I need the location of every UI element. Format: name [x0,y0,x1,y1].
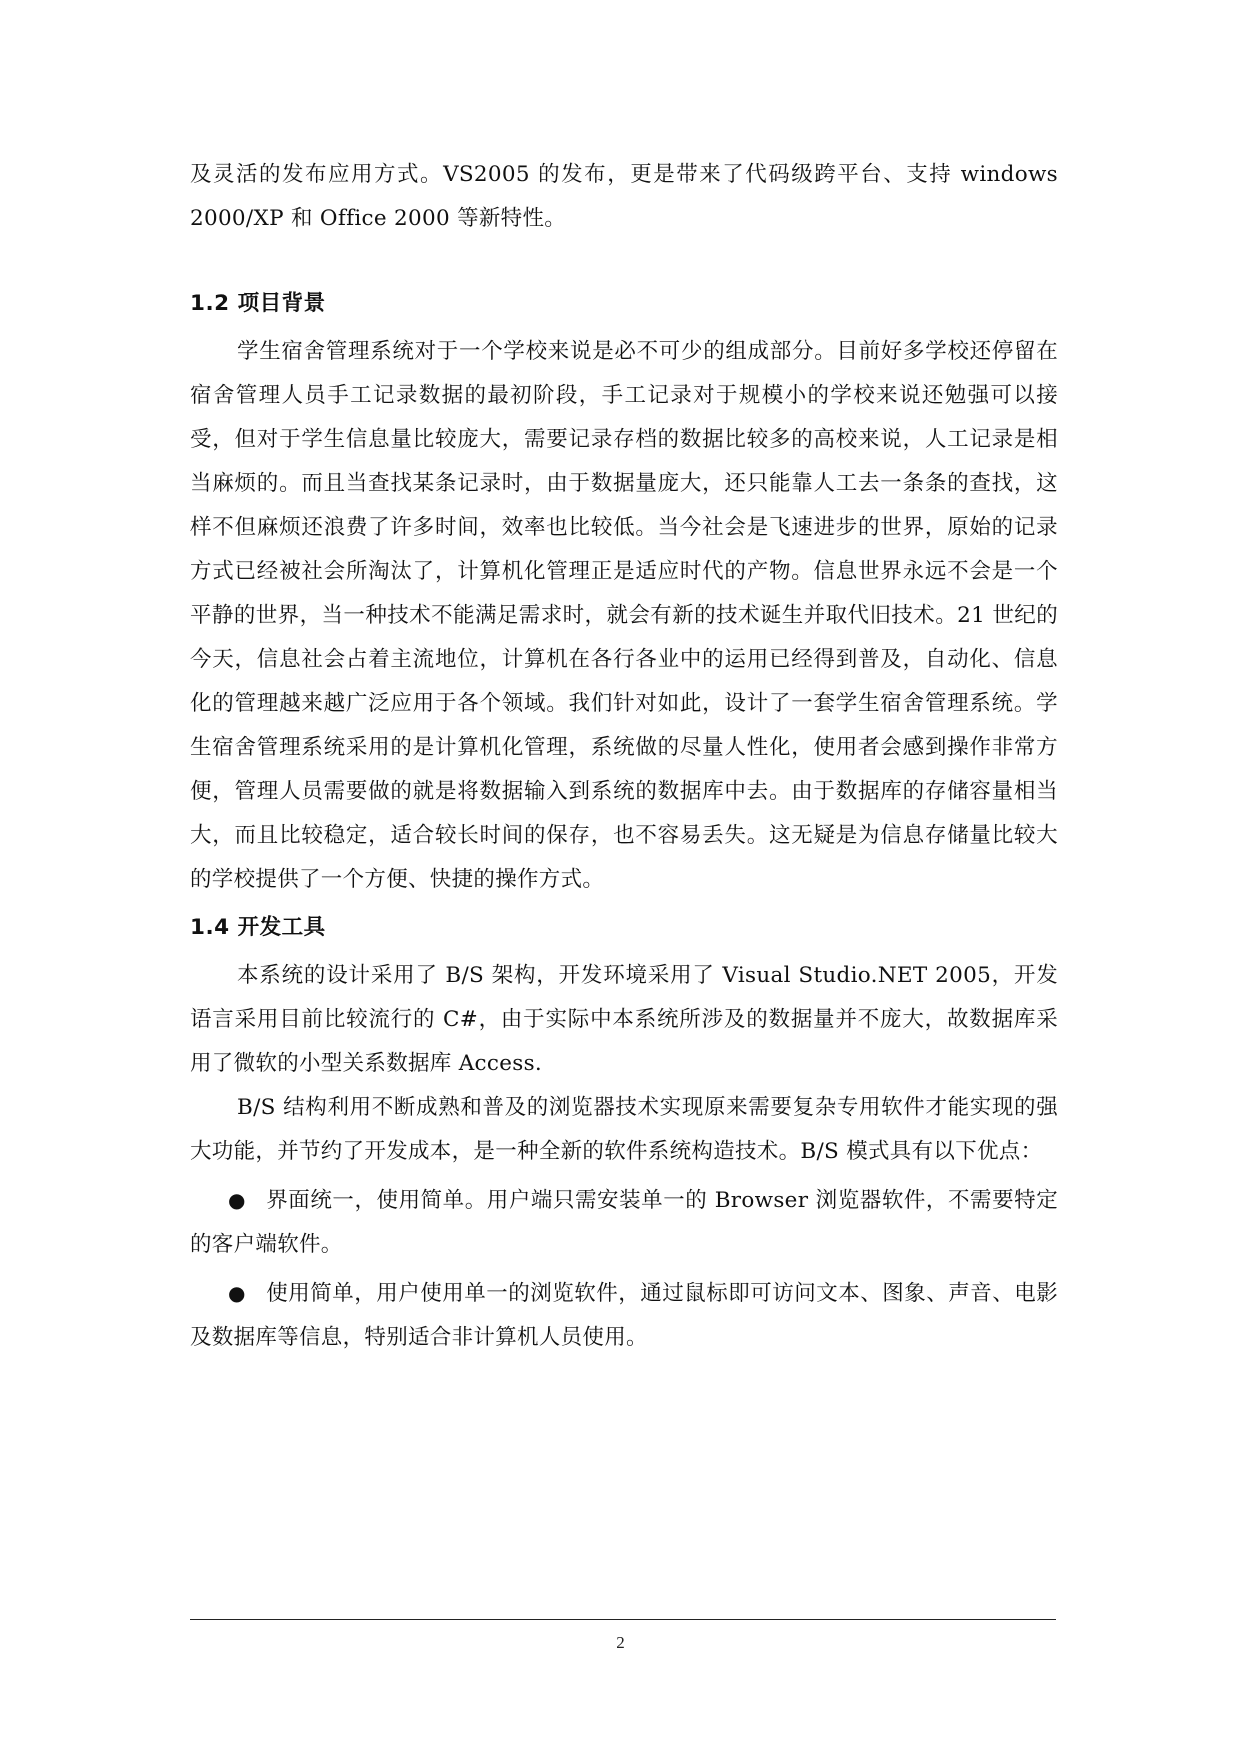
bullet-item-text: 界面统一，使用简单。用户端只需安装单一的 Browser 浏览器软件，不需要特定的客户端软件。 [190,1188,1058,1257]
bullet-item [190,1271,1058,1360]
bullet-dot-icon: ● [228,1188,246,1212]
bs-structure-paragraph: B/S 结构利用不断成熟和普及的浏览器技术实现原来需要复杂专用软件才能实现的强大功能，并节约了开发成本，是一种全新的软件系统构造技术。B/S 模式具有以下优点： [190,1095,1058,1164]
footer-divider [190,1619,1056,1620]
page-number: 2 [616,1633,625,1652]
section-heading-development-tools: 1.4 开发工具 [190,915,326,940]
intro-continuation-paragraph: 及灵活的发布应用方式。VS2005 的发布，更是带来了代码级跨平台、支持 windows 2000/XP 和 Office 2000 等新特性。 [190,162,1058,231]
project-background-paragraph: 学生宿舍管理系统对于一个学校来说是必不可少的组成部分。目前好多学校还停留在宿舍管理人员手工记录数据的最初阶段，手工记录对于规模小的学校来说还勉强可以接受，但对于学生信息量比较庞大，需要记录存档的数据比较多的高校来说，人工记录是相当麻烦的。而且当查找某条记录时，由于数据量庞大，还只能靠人工去一条条的查找，这样不但麻烦还浪费了许多时间，效率也比较低。当今社会是飞速进步的世界，原始的记录方式已经被社会所淘汰了，计算机化管理正是适应时代的产物。信息世界永远不会是一个平静的世界，当一种技术不能满足需求时，就会有新的技术诞生并取代旧技术。21 世纪的今天，信息社会占着主流地位，计算机在各行各业中的运用已经得到普及，自动化、信息化的管理越来越广泛应用于各个领域。我们针对如此，设计了一套学生宿舍管理系统。学生宿舍管理系统采用的是计算机化管理，系统做的尽量人性化，使用者会感到操作非常方便，管理人员需要做的就是将数据输入到系统的数据库中去。由于数据库的存储容量相当大，而且比较稳定，适合较长时间的保存，也不容易丢失。这无疑是为信息存储量比较大的学校提供了一个方便、快捷的操作方式。 [190,339,1058,892]
bullet-item-text: 使用简单，用户使用单一的浏览软件，通过鼠标即可访问文本、图象、声音、电影及数据库等信息，特别适合非计算机人员使用。 [190,1281,1058,1350]
bullet-dot-icon: ● [228,1281,246,1305]
page-content [190,153,1058,1360]
section-heading-project-background: 1.2 项目背景 [190,291,326,316]
bullet-item [190,1178,1058,1267]
development-tools-paragraph: 本系统的设计采用了 B/S 架构，开发环境采用了 Visual Studio.NET 2005，开发语言采用目前比较流行的 C#，由于实际中本系统所涉及的数据量并不庞大，故数据库采用了微软的小型关系数据库 Access. [190,963,1058,1076]
